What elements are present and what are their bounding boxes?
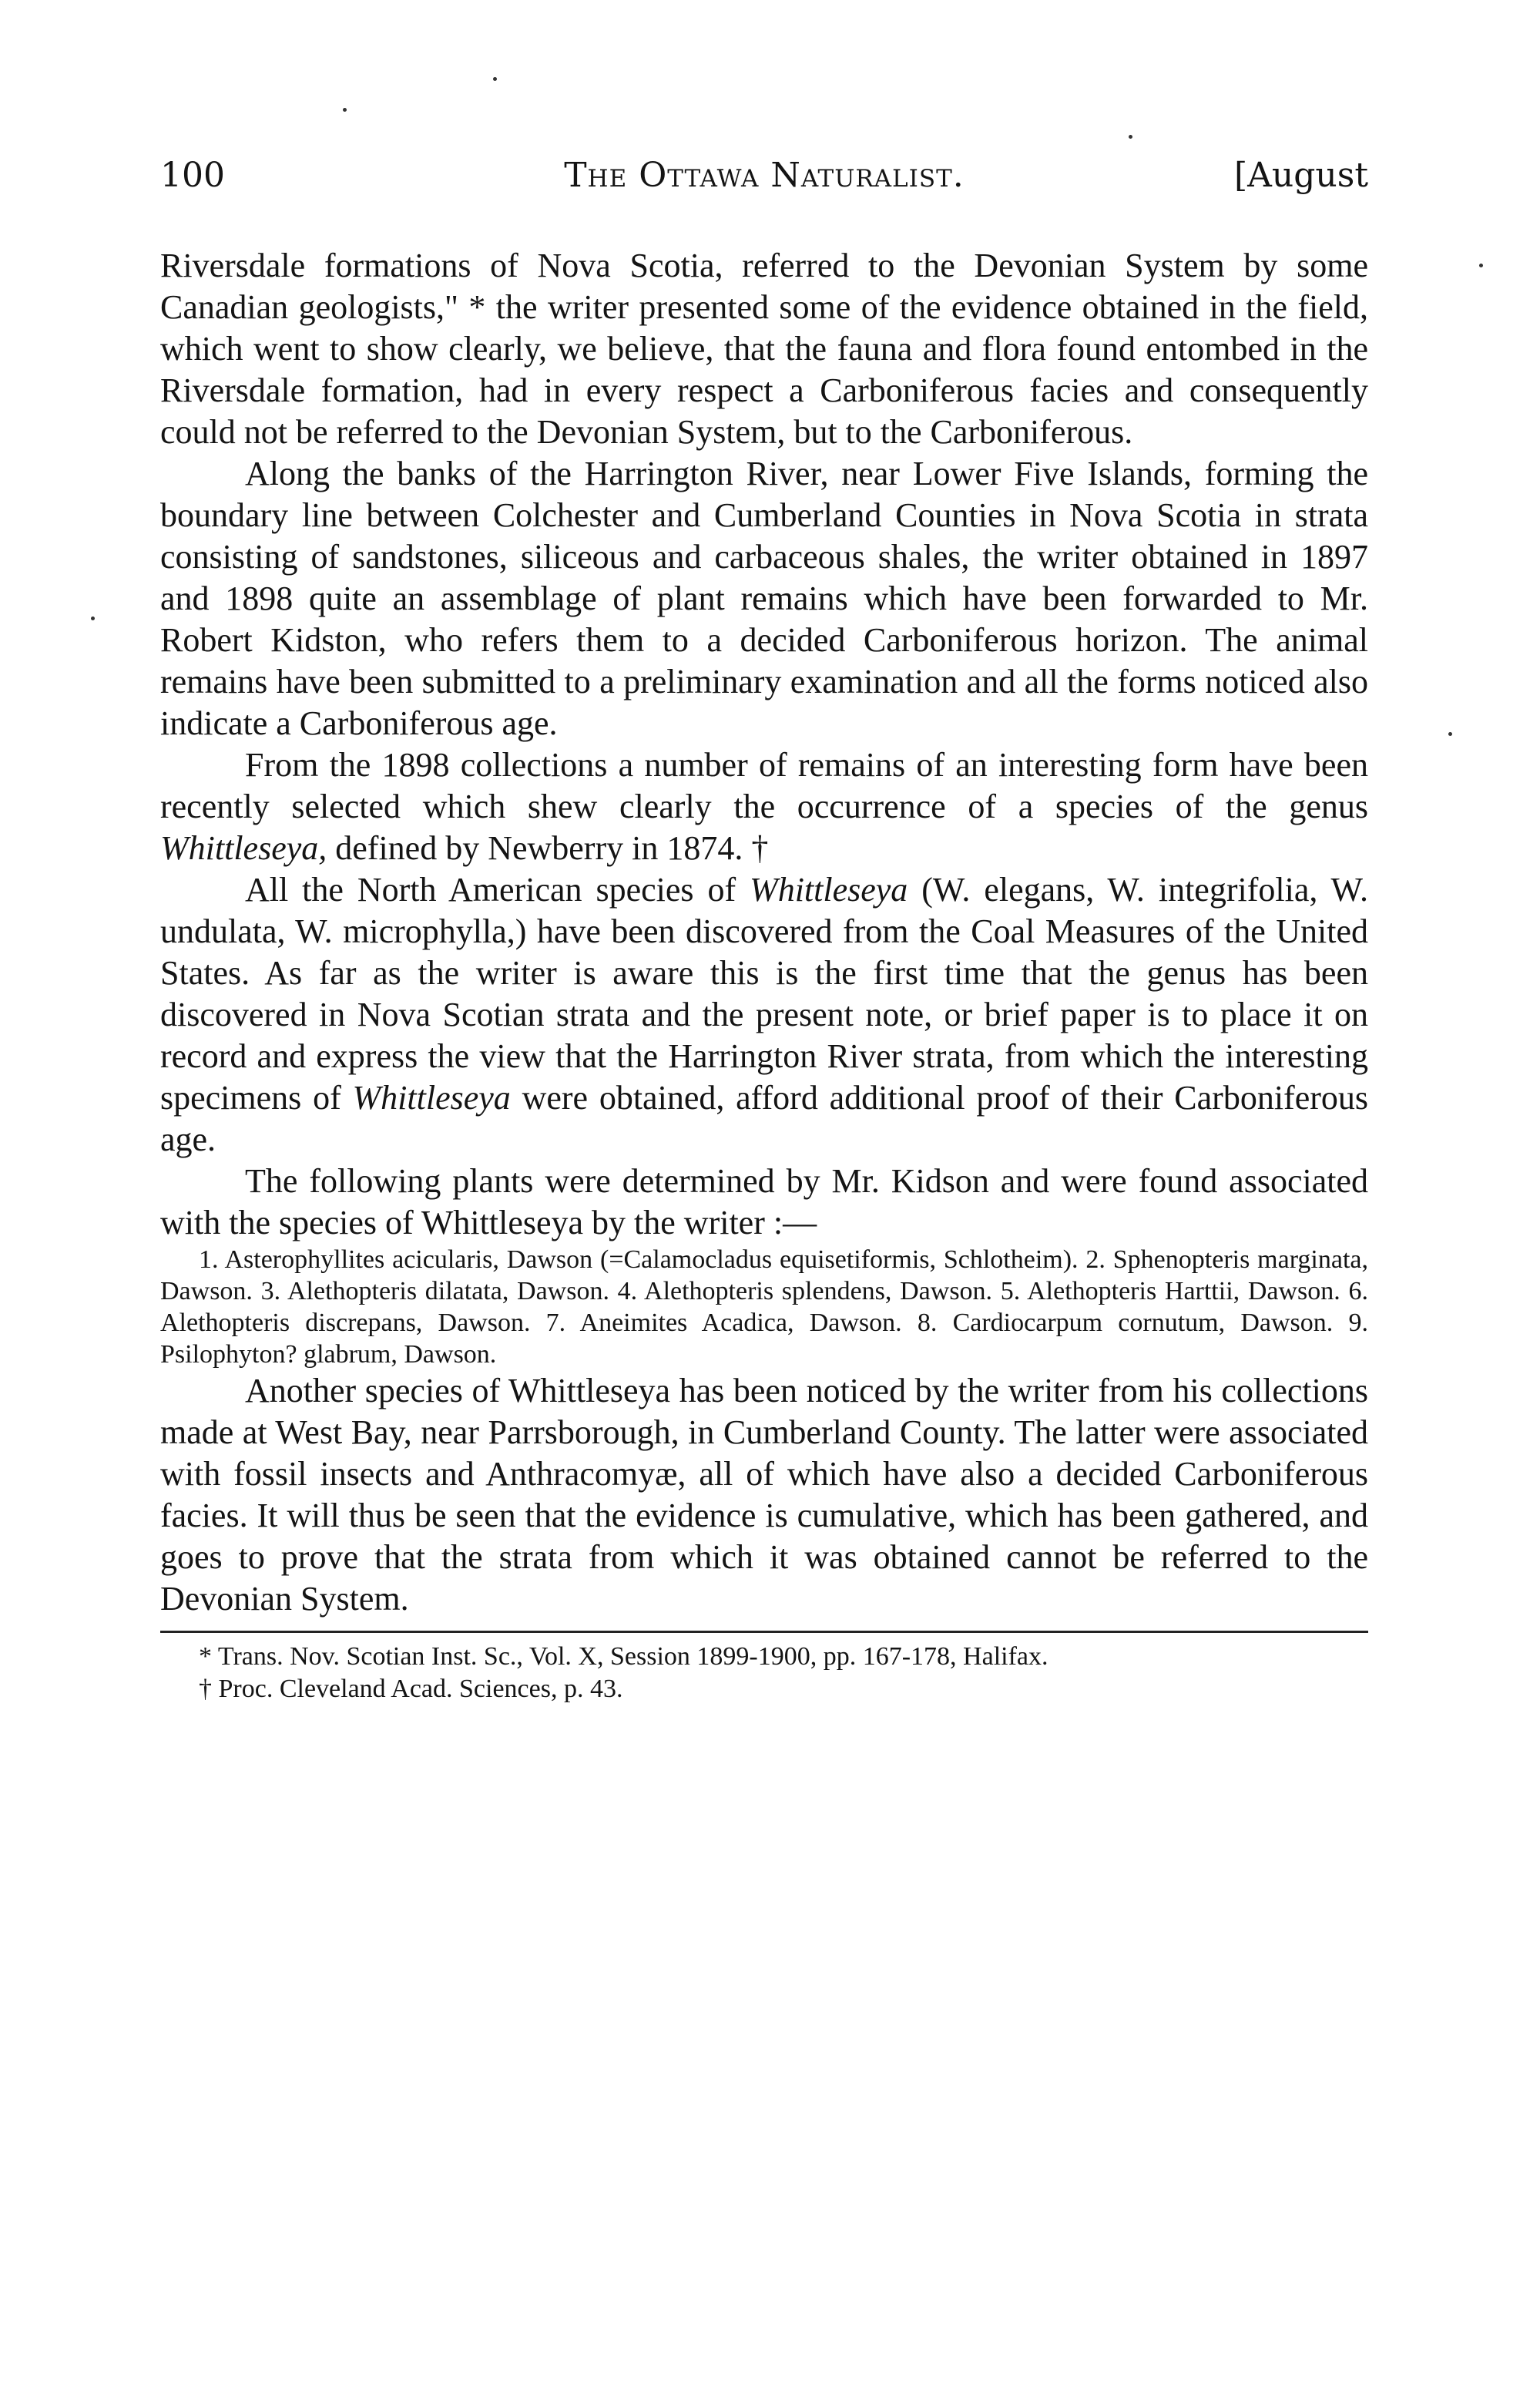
scan-speck — [1448, 732, 1452, 736]
page-number: 100 — [160, 156, 225, 195]
paragraph-harrington-river: Along the banks of the Harrington River, near Lower Five Islands, forming the boundary line between Colchester and Cumberland Counties in Nova Scotia in strata consisting of sandstones, siliceous and carbaceous shales, the writer obtained in 1897 and 1898 quite an assemblage of plant remains which have been forwarded to Mr. Robert Kidston, who refers them to a decided Carboniferous horizon. The animal remains have been submitted to a preliminary examination and all the forms noticed also indicate a Carboniferous age. — [160, 455, 1368, 742]
header-month: [August — [1233, 156, 1368, 195]
paragraph-riversdale: Riversdale formations of Nova Scotia, referred to the Devonian System by some Canadian geologists," * the writer presented some of the evidence obtained in the field, which went to show clearly, we believe, that the fauna and flora found entombed in the Riversdale formation, had in every respect a Carboniferous facies and consequently could not be referred to the Devonian System, but to the Carboniferous. — [160, 247, 1368, 451]
footnote-rule — [160, 1631, 1368, 1633]
journal-title: The Ottawa Naturalist. — [564, 156, 965, 195]
text-span: were obtained, afford additional proof of their Carboniferous age. — [160, 1079, 1368, 1158]
text-span: All the North American species of — [245, 871, 750, 909]
plant-list — [160, 1244, 1368, 1370]
text-span: From the 1898 collections a number of remains of an interesting form have been recently selected which shew clearly the occurrence of a species of the genus — [160, 746, 1368, 825]
scan-speck — [493, 77, 497, 81]
text-span: (W. elegans, W. integrifolia, W. undulata, W. microphylla,) have been discovered from the Coal Measures of the United States. As far as the writer is aware this is the first time that the genus has been discovered in Nova Scotian strata and the present note, or brief paper is to place it on record and express the view that the Harrington River strata, from which the interesting specimens of — [160, 871, 1368, 1117]
running-header — [160, 153, 1368, 199]
genus-name: Whittleseya — [352, 1079, 511, 1117]
plant-list-text: 1. Asterophyllites acicularis, Dawson (=Calamocladus equisetiformis, Schlotheim). 2. Sphenopteris marginata, Dawson. 3. Alethopteris dilatata, Dawson. 4. Alethopteris splendens, Dawson. 5. Alethopteris Harttii, Dawson. 6. Alethopteris discrepans, Dawson. 7. Aneimites Acadica, Dawson. 8. Cardiocarpum cornutum, Dawson. 9. Psilophyton? glabrum, Dawson. — [160, 1245, 1368, 1369]
genus-name: Whittleseya — [750, 871, 908, 909]
scan-speck — [1129, 135, 1132, 139]
footnote-2: † Proc. Cleveland Acad. Sciences, p. 43. — [199, 1675, 623, 1703]
paragraph-1898-collections — [160, 744, 1368, 869]
paragraph-another-species: Another species of Whittleseya has been noticed by the writer from his collections made at West Bay, near Parrsborough, in Cumberland County. The latter were associated with fossil insects and Anthracomyæ, all of which have also a decided Carboniferous facies. It will thus be seen that the evidence is cumulative, which has been gathered, and goes to prove that the strata from which it was obtained cannot be referred to the Devonian System. — [160, 1372, 1368, 1618]
paragraph-following-plants: The following plants were determined by Mr. Kidson and were found associated with the species of Whittleseya by the writer :— — [160, 1162, 1368, 1241]
scan-speck — [343, 108, 347, 112]
scan-speck — [1479, 264, 1483, 267]
genus-name: Whittleseya, — [160, 829, 327, 867]
footnote-1: * Trans. Nov. Scotian Inst. Sc., Vol. X, Session 1899-1900, pp. 167-178, Halifax. — [199, 1642, 1048, 1671]
article-body — [160, 245, 1368, 1705]
paragraph-north-american-species — [160, 869, 1368, 1161]
text-span: defined by Newberry in 1874. † — [327, 829, 769, 867]
page — [160, 0, 1368, 2382]
scan-speck — [91, 616, 95, 620]
